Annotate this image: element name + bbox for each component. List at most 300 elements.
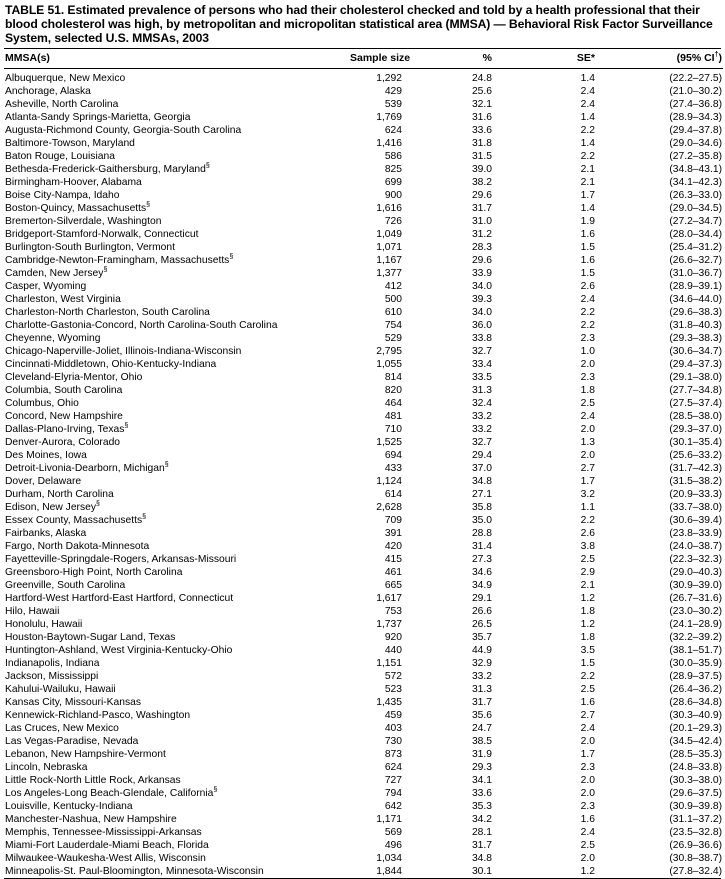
footnote-mark: § <box>96 500 100 508</box>
mmsa-name: Asheville, North Carolina <box>5 99 119 110</box>
mmsa-name: Fairbanks, Alaska <box>5 528 87 539</box>
sample-size: 586 <box>384 151 402 162</box>
sample-size: 1,151 <box>376 658 402 669</box>
sample-size: 1,416 <box>376 138 402 149</box>
standard-error: 1.6 <box>580 229 595 240</box>
table-header <box>4 49 723 69</box>
mmsa-name: Huntington-Ashland, West Virginia-Kentucky-Ohio <box>5 645 233 656</box>
column-header-mmsa: MMSA(s) <box>4 49 350 69</box>
confidence-interval: (29.3–38.3) <box>669 333 722 344</box>
percent: 39.0 <box>471 164 492 175</box>
percent: 34.9 <box>471 580 492 591</box>
percent: 31.6 <box>471 112 492 123</box>
mmsa-name: Cheyenne, Wyoming <box>5 333 101 344</box>
percent: 35.0 <box>471 515 492 526</box>
mmsa-name: Bethesda-Frederick-Gaithersburg, Maryland§ <box>5 162 210 175</box>
confidence-interval: (34.1–42.3) <box>669 177 722 188</box>
confidence-interval: (28.9–34.3) <box>669 112 722 123</box>
standard-error: 1.4 <box>580 203 595 214</box>
mmsa-name: Louisville, Kentucky-Indiana <box>5 801 133 812</box>
se-footnote-mark: * <box>590 52 595 64</box>
table-row <box>4 345 723 358</box>
footnote-mark: § <box>164 461 169 469</box>
percent: 35.3 <box>471 801 492 812</box>
percent: 33.8 <box>471 333 492 344</box>
percent: 31.7 <box>471 697 492 708</box>
table-row <box>4 501 723 514</box>
standard-error: 1.8 <box>580 385 595 396</box>
standard-error: 3.2 <box>580 489 595 500</box>
table-row <box>4 319 723 332</box>
confidence-interval: (29.0–34.5) <box>669 203 722 214</box>
confidence-interval: (34.8–43.1) <box>669 164 722 175</box>
mmsa-name: Boise City-Nampa, Idaho <box>5 190 120 201</box>
standard-error: 1.6 <box>580 255 595 266</box>
table-row <box>4 397 723 410</box>
standard-error: 1.8 <box>580 606 595 617</box>
standard-error: 1.0 <box>580 346 595 357</box>
sample-size: 1,435 <box>376 697 402 708</box>
sample-size: 523 <box>384 684 402 695</box>
mmsa-name: Essex County, Massachusetts§ <box>5 513 147 526</box>
percent: 34.6 <box>471 567 492 578</box>
sample-size: 496 <box>384 840 402 851</box>
confidence-interval: (30.0–35.9) <box>669 658 722 669</box>
table-row <box>4 605 723 618</box>
table-body <box>4 69 723 879</box>
table-row <box>4 423 723 436</box>
mmsa-name: Burlington-South Burlington, Vermont <box>5 242 175 253</box>
mmsa-name: Edison, New Jersey§ <box>5 500 100 513</box>
table-row <box>4 384 723 397</box>
percent: 31.3 <box>471 385 492 396</box>
percent: 26.5 <box>471 619 492 630</box>
standard-error: 2.0 <box>580 424 595 435</box>
percent: 33.6 <box>471 125 492 136</box>
mmsa-name: Columbus, Ohio <box>5 398 79 409</box>
mmsa-name: Charleston-North Charleston, South Carolina <box>5 307 210 318</box>
sample-size: 539 <box>384 99 402 110</box>
confidence-interval: (33.7–38.0) <box>669 502 722 513</box>
confidence-interval: (30.9–39.0) <box>669 580 722 591</box>
sample-size: 2,628 <box>376 502 402 513</box>
standard-error: 2.5 <box>580 554 595 565</box>
footnote-mark: § <box>205 162 210 170</box>
mmsa-name: Las Vegas-Paradise, Nevada <box>5 736 139 747</box>
sample-size: 1,616 <box>376 203 402 214</box>
standard-error: 2.2 <box>580 320 595 331</box>
table-row <box>4 631 723 644</box>
mmsa-name: Fayetteville-Springdale-Rogers, Arkansas-Missouri <box>5 554 237 565</box>
sample-size: 1,124 <box>376 476 402 487</box>
standard-error: 2.1 <box>580 580 595 591</box>
percent: 31.7 <box>471 840 492 851</box>
confidence-interval: (30.9–39.8) <box>669 801 722 812</box>
standard-error: 2.3 <box>580 801 595 812</box>
table-row <box>4 839 723 852</box>
percent: 32.9 <box>471 658 492 669</box>
mmsa-name: Baton Rouge, Louisiana <box>5 151 115 162</box>
standard-error: 1.7 <box>580 476 595 487</box>
mmsa-name: Bremerton-Silverdale, Washington <box>5 216 162 227</box>
mmsa-name: Dallas-Plano-Irving, Texas§ <box>5 422 129 435</box>
sample-size: 415 <box>384 554 402 565</box>
standard-error: 2.6 <box>580 281 595 292</box>
standard-error: 2.0 <box>580 736 595 747</box>
mmsa-name: Cleveland-Elyria-Mentor, Ohio <box>5 372 143 383</box>
percent: 33.2 <box>471 671 492 682</box>
sample-size: 420 <box>384 541 402 552</box>
percent: 27.1 <box>471 489 492 500</box>
standard-error: 2.5 <box>580 684 595 695</box>
percent: 31.2 <box>471 229 492 240</box>
mmsa-name: Lebanon, New Hampshire-Vermont <box>5 749 166 760</box>
table-row <box>4 774 723 787</box>
percent: 36.0 <box>471 320 492 331</box>
confidence-interval: (30.1–35.4) <box>669 437 722 448</box>
standard-error: 2.4 <box>580 827 595 838</box>
mmsa-name: Columbia, South Carolina <box>5 385 123 396</box>
percent: 24.8 <box>471 73 492 84</box>
standard-error: 2.9 <box>580 567 595 578</box>
mmsa-name: Anchorage, Alaska <box>5 86 91 97</box>
table-row <box>4 163 723 176</box>
sample-size: 873 <box>384 749 402 760</box>
confidence-interval: (26.6–32.7) <box>669 255 722 266</box>
confidence-interval: (29.0–34.6) <box>669 138 722 149</box>
confidence-interval: (23.8–33.9) <box>669 528 722 539</box>
table-row <box>4 618 723 631</box>
table-row <box>4 475 723 488</box>
table-row <box>4 410 723 423</box>
mmsa-name: Houston-Baytown-Sugar Land, Texas <box>5 632 176 643</box>
standard-error: 2.4 <box>580 294 595 305</box>
table-row <box>4 748 723 761</box>
confidence-interval: (30.3–38.0) <box>669 775 722 786</box>
mmsa-name: Los Angeles-Long Beach-Glendale, California§ <box>5 786 218 799</box>
percent: 33.5 <box>471 372 492 383</box>
confidence-interval: (22.3–32.3) <box>669 554 722 565</box>
mmsa-name: Manchester-Nashua, New Hampshire <box>5 814 177 825</box>
percent: 33.2 <box>471 424 492 435</box>
mmsa-name: Birmingham-Hoover, Alabama <box>5 177 142 188</box>
sample-size: 1,844 <box>376 866 402 877</box>
confidence-interval: (30.6–39.4) <box>669 515 722 526</box>
table-row <box>4 111 723 124</box>
percent: 33.9 <box>471 268 492 279</box>
standard-error: 2.6 <box>580 528 595 539</box>
table-row <box>4 644 723 657</box>
confidence-interval: (29.1–38.0) <box>669 372 722 383</box>
sample-size: 1,377 <box>376 268 402 279</box>
sample-size: 569 <box>384 827 402 838</box>
confidence-interval: (31.1–37.2) <box>669 814 722 825</box>
mmsa-name: Des Moines, Iowa <box>5 450 87 461</box>
sample-size: 900 <box>384 190 402 201</box>
table-row <box>4 657 723 670</box>
ci-footnote-mark: † <box>714 51 719 59</box>
table-row <box>4 462 723 475</box>
percent: 32.1 <box>471 99 492 110</box>
standard-error: 2.4 <box>580 411 595 422</box>
confidence-interval: (31.7–42.3) <box>669 463 722 474</box>
confidence-interval: (27.7–34.8) <box>669 385 722 396</box>
percent: 32.7 <box>471 437 492 448</box>
table-row <box>4 696 723 709</box>
mmsa-name: Augusta-Richmond County, Georgia-South Carolina <box>5 125 242 136</box>
percent: 31.9 <box>471 749 492 760</box>
standard-error: 2.2 <box>580 671 595 682</box>
percent: 31.0 <box>471 216 492 227</box>
confidence-interval: (29.0–40.3) <box>669 567 722 578</box>
percent: 28.8 <box>471 528 492 539</box>
sample-size: 1,617 <box>376 593 402 604</box>
sample-size: 814 <box>384 372 402 383</box>
table-row <box>4 787 723 800</box>
confidence-interval: (22.2–27.5) <box>669 73 722 84</box>
mmsa-name: Honolulu, Hawaii <box>5 619 83 630</box>
column-header-sample-size: Sample size <box>350 49 402 69</box>
standard-error: 2.4 <box>580 86 595 97</box>
percent: 29.4 <box>471 450 492 461</box>
percent: 35.6 <box>471 710 492 721</box>
standard-error: 2.0 <box>580 359 595 370</box>
standard-error: 1.2 <box>580 619 595 630</box>
standard-error: 2.7 <box>580 463 595 474</box>
percent: 34.8 <box>471 853 492 864</box>
table-row <box>4 813 723 826</box>
standard-error: 1.7 <box>580 749 595 760</box>
standard-error: 1.9 <box>580 216 595 227</box>
standard-error: 2.0 <box>580 450 595 461</box>
standard-error: 1.8 <box>580 632 595 643</box>
table-row <box>4 566 723 579</box>
confidence-interval: (24.0–38.7) <box>669 541 722 552</box>
confidence-interval: (28.9–37.5) <box>669 671 722 682</box>
table-row <box>4 488 723 501</box>
sample-size: 1,737 <box>376 619 402 630</box>
standard-error: 2.3 <box>580 333 595 344</box>
sample-size: 459 <box>384 710 402 721</box>
table-title: TABLE 51. Estimated prevalence of persons who had their cholesterol checked and told by a health professional that their blood cholesterol was high, by metropolitan and micropolitan statistical area (MMSA) — Behavioral Risk Factor Surveillance System, selected U.S. MMSAs, 2003 <box>5 3 713 45</box>
confidence-interval: (27.2–34.7) <box>669 216 722 227</box>
percent: 34.0 <box>471 281 492 292</box>
confidence-interval: (21.0–30.2) <box>669 86 722 97</box>
mmsa-name: Charleston, West Virginia <box>5 294 121 305</box>
percent: 33.2 <box>471 411 492 422</box>
confidence-interval: (26.9–36.6) <box>669 840 722 851</box>
percent: 37.0 <box>471 463 492 474</box>
table-row <box>4 761 723 774</box>
confidence-interval: (28.6–34.8) <box>669 697 722 708</box>
confidence-interval: (34.6–44.0) <box>669 294 722 305</box>
sample-size: 642 <box>384 801 402 812</box>
mmsa-name: Albuquerque, New Mexico <box>5 73 126 84</box>
standard-error: 1.5 <box>580 658 595 669</box>
sample-size: 754 <box>384 320 402 331</box>
sample-size: 820 <box>384 385 402 396</box>
mmsa-name: Baltimore-Towson, Maryland <box>5 138 135 149</box>
confidence-interval: (27.4–36.8) <box>669 99 722 110</box>
mmsa-name: Fargo, North Dakota-Minnesota <box>5 541 150 552</box>
sample-size: 1,769 <box>376 112 402 123</box>
sample-size: 614 <box>384 489 402 500</box>
column-header-percent: % <box>402 49 492 69</box>
sample-size: 709 <box>384 515 402 526</box>
table-row <box>4 293 723 306</box>
mmsa-name: Cambridge-Newton-Framingham, Massachusetts§ <box>5 253 234 266</box>
mmsa-name: Camden, New Jersey§ <box>5 266 108 279</box>
confidence-interval: (23.0–30.2) <box>669 606 722 617</box>
confidence-interval: (29.3–37.0) <box>669 424 722 435</box>
footnote-mark: § <box>142 513 147 521</box>
standard-error: 1.4 <box>580 112 595 123</box>
table-row <box>4 826 723 839</box>
standard-error: 2.3 <box>580 372 595 383</box>
percent: 29.6 <box>471 190 492 201</box>
confidence-interval: (29.6–37.5) <box>669 788 722 799</box>
mmsa-name: Hilo, Hawaii <box>5 606 60 617</box>
percent: 35.8 <box>471 502 492 513</box>
footnote-mark: § <box>146 201 151 209</box>
standard-error: 2.7 <box>580 710 595 721</box>
sample-size: 464 <box>384 398 402 409</box>
sample-size: 1,071 <box>376 242 402 253</box>
mmsa-name: Jackson, Mississippi <box>5 671 99 682</box>
percent: 28.1 <box>471 827 492 838</box>
confidence-interval: (28.0–34.4) <box>669 229 722 240</box>
confidence-interval: (31.0–36.7) <box>669 268 722 279</box>
table-row <box>4 215 723 228</box>
column-header-ci: (95% CI†) <box>595 49 723 69</box>
column-header-se: SE* <box>492 49 595 69</box>
confidence-interval: (30.6–34.7) <box>669 346 722 357</box>
percent: 30.1 <box>471 866 492 877</box>
standard-error: 1.5 <box>580 242 595 253</box>
percent: 31.5 <box>471 151 492 162</box>
mmsa-name: Indianapolis, Indiana <box>5 658 100 669</box>
standard-error: 1.6 <box>580 814 595 825</box>
footnote-mark: § <box>124 422 129 430</box>
confidence-interval: (24.8–33.8) <box>669 762 722 773</box>
mmsa-name: Detroit-Livonia-Dearborn, Michigan§ <box>5 461 169 474</box>
sample-size: 1,171 <box>376 814 402 825</box>
table-row <box>4 98 723 111</box>
table-row <box>4 358 723 371</box>
table-row <box>4 579 723 592</box>
mmsa-name: Durham, North Carolina <box>5 489 114 500</box>
percent: 34.0 <box>471 307 492 318</box>
percent: 26.6 <box>471 606 492 617</box>
mmsa-name: Charlotte-Gastonia-Concord, North Carolina-South Carolina <box>5 320 278 331</box>
footnote-mark: § <box>229 253 234 261</box>
sample-size: 2,795 <box>376 346 402 357</box>
percent: 44.9 <box>471 645 492 656</box>
sample-size: 624 <box>384 125 402 136</box>
confidence-interval: (26.3–33.0) <box>669 190 722 201</box>
sample-size: 794 <box>384 788 402 799</box>
confidence-interval: (27.8–32.4) <box>669 866 722 877</box>
table-row <box>4 709 723 722</box>
sample-size: 433 <box>384 463 402 474</box>
standard-error: 1.6 <box>580 697 595 708</box>
percent: 32.4 <box>471 398 492 409</box>
confidence-interval: (25.4–31.2) <box>669 242 722 253</box>
percent: 31.8 <box>471 138 492 149</box>
sample-size: 403 <box>384 723 402 734</box>
sample-size: 500 <box>384 294 402 305</box>
standard-error: 2.1 <box>580 164 595 175</box>
mmsa-name: Denver-Aurora, Colorado <box>5 437 121 448</box>
table-row <box>4 449 723 462</box>
table-row <box>4 527 723 540</box>
sample-size: 825 <box>384 164 402 175</box>
sample-size: 1,167 <box>376 255 402 266</box>
confidence-interval: (28.5–38.0) <box>669 411 722 422</box>
percent: 34.8 <box>471 476 492 487</box>
confidence-interval: (32.2–39.2) <box>669 632 722 643</box>
sample-size: 1,292 <box>376 73 402 84</box>
standard-error: 2.4 <box>580 99 595 110</box>
percent: 29.6 <box>471 255 492 266</box>
confidence-interval: (27.2–35.8) <box>669 151 722 162</box>
mmsa-name: Greensboro-High Point, North Carolina <box>5 567 183 578</box>
mmsa-name: Greenville, South Carolina <box>5 580 126 591</box>
standard-error: 3.8 <box>580 541 595 552</box>
percent: 38.5 <box>471 736 492 747</box>
confidence-interval: (29.4–37.8) <box>669 125 722 136</box>
table-row <box>4 176 723 189</box>
confidence-interval: (26.7–31.6) <box>669 593 722 604</box>
percent: 34.2 <box>471 814 492 825</box>
footnote-mark: § <box>103 266 108 274</box>
mmsa-name: Bridgeport-Stamford-Norwalk, Connecticut <box>5 229 199 240</box>
table-row <box>4 553 723 566</box>
mmsa-name: Chicago-Naperville-Joliet, Illinois-Indiana-Wisconsin <box>5 346 242 357</box>
confidence-interval: (29.6–38.3) <box>669 307 722 318</box>
confidence-interval: (28.5–35.3) <box>669 749 722 760</box>
confidence-interval: (23.5–32.8) <box>669 827 722 838</box>
data-table <box>4 49 723 878</box>
table-row <box>4 254 723 267</box>
table-row <box>4 683 723 696</box>
standard-error: 2.2 <box>580 515 595 526</box>
standard-error: 2.0 <box>580 853 595 864</box>
standard-error: 1.5 <box>580 268 595 279</box>
mmsa-name: Minneapolis-St. Paul-Bloomington, Minnesota-Wisconsin <box>5 866 264 877</box>
table-row <box>4 332 723 345</box>
standard-error: 1.3 <box>580 437 595 448</box>
standard-error: 2.5 <box>580 840 595 851</box>
standard-error: 2.4 <box>580 723 595 734</box>
mmsa-name: Dover, Delaware <box>5 476 82 487</box>
sample-size: 665 <box>384 580 402 591</box>
sample-size: 710 <box>384 424 402 435</box>
table-row <box>4 371 723 384</box>
mmsa-name: Little Rock-North Little Rock, Arkansas <box>5 775 181 786</box>
sample-size: 412 <box>384 281 402 292</box>
sample-size: 529 <box>384 333 402 344</box>
standard-error: 2.1 <box>580 177 595 188</box>
sample-size: 610 <box>384 307 402 318</box>
table-row <box>4 540 723 553</box>
mmsa-name: Lincoln, Nebraska <box>5 762 88 773</box>
confidence-interval: (38.1–51.7) <box>669 645 722 656</box>
standard-error: 2.2 <box>580 307 595 318</box>
table-row <box>4 280 723 293</box>
percent: 31.4 <box>471 541 492 552</box>
percent: 38.2 <box>471 177 492 188</box>
